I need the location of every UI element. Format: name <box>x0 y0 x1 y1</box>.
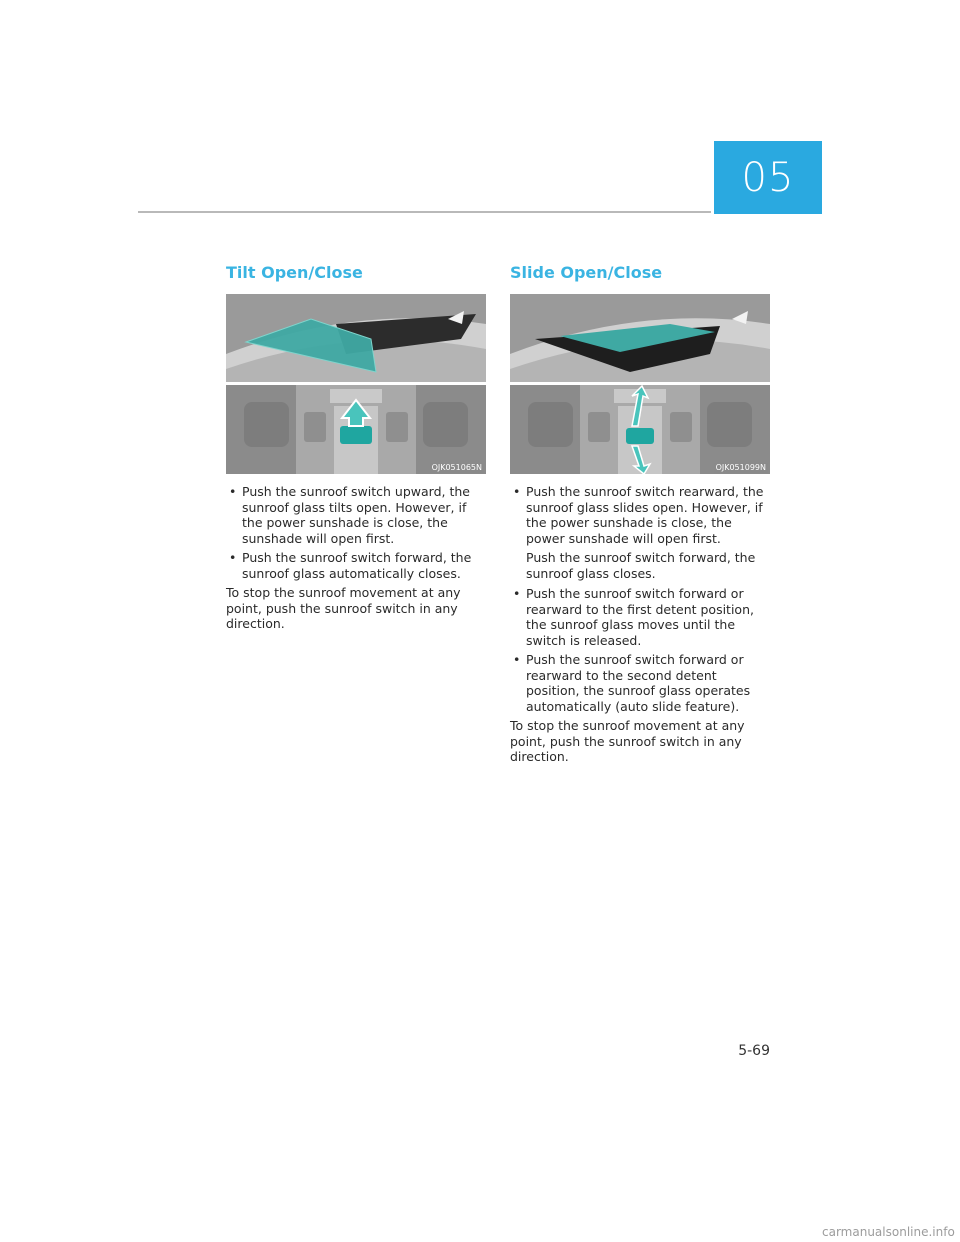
tilt-bullet-1: • Push the sunroof switch upward, the sunroof glass tilts open. However, if the power sunshade is close, the sunshade will open first. <box>226 484 486 546</box>
slide-bullet-1: • Push the sunroof switch rearward, the sunroof glass slides open. However, if the power sunshade is close, the power sunshade will open first. <box>510 484 770 546</box>
slide-section <box>510 262 770 765</box>
header-rule <box>138 211 711 213</box>
slide-figure-code: OJK051099N <box>715 463 766 472</box>
tilt-bullet-2: • Push the sunroof switch forward, the sunroof glass automatically closes. <box>226 550 486 581</box>
slide-bullet-list-2 <box>510 586 770 714</box>
slide-illustration <box>510 294 770 474</box>
chapter-tab: 05 <box>714 141 822 214</box>
tilt-bullet-list <box>226 484 486 581</box>
slide-figure <box>510 294 770 474</box>
tilt-heading: Tilt Open/Close <box>226 263 363 282</box>
slide-bullet-3: • Push the sunroof switch forward or rearward to the second detent position, the sunroof glass operates automatically (auto slide feature). <box>510 652 770 714</box>
slide-paragraph: To stop the sunroof movement at any point, push the sunroof switch in any direction. <box>510 718 745 764</box>
tilt-figure <box>226 294 486 474</box>
slide-bullet-list <box>510 484 770 546</box>
tilt-section <box>226 262 486 632</box>
slide-bullet-1-continuation: Push the sunroof switch forward, the sunroof glass closes. <box>526 550 756 581</box>
tilt-paragraph: To stop the sunroof movement at any point, push the sunroof switch in any direction. <box>226 585 461 631</box>
watermark: carmanualsonline.info <box>822 1225 955 1239</box>
slide-heading: Slide Open/Close <box>510 263 663 282</box>
tilt-figure-code: OJK051065N <box>431 463 482 472</box>
slide-bullet-2: • Push the sunroof switch forward or rearward to the first detent position, the sunroof glass moves until the switch is released. <box>510 586 770 648</box>
page-number: 5-69 <box>738 1043 770 1059</box>
tilt-illustration <box>226 294 486 474</box>
